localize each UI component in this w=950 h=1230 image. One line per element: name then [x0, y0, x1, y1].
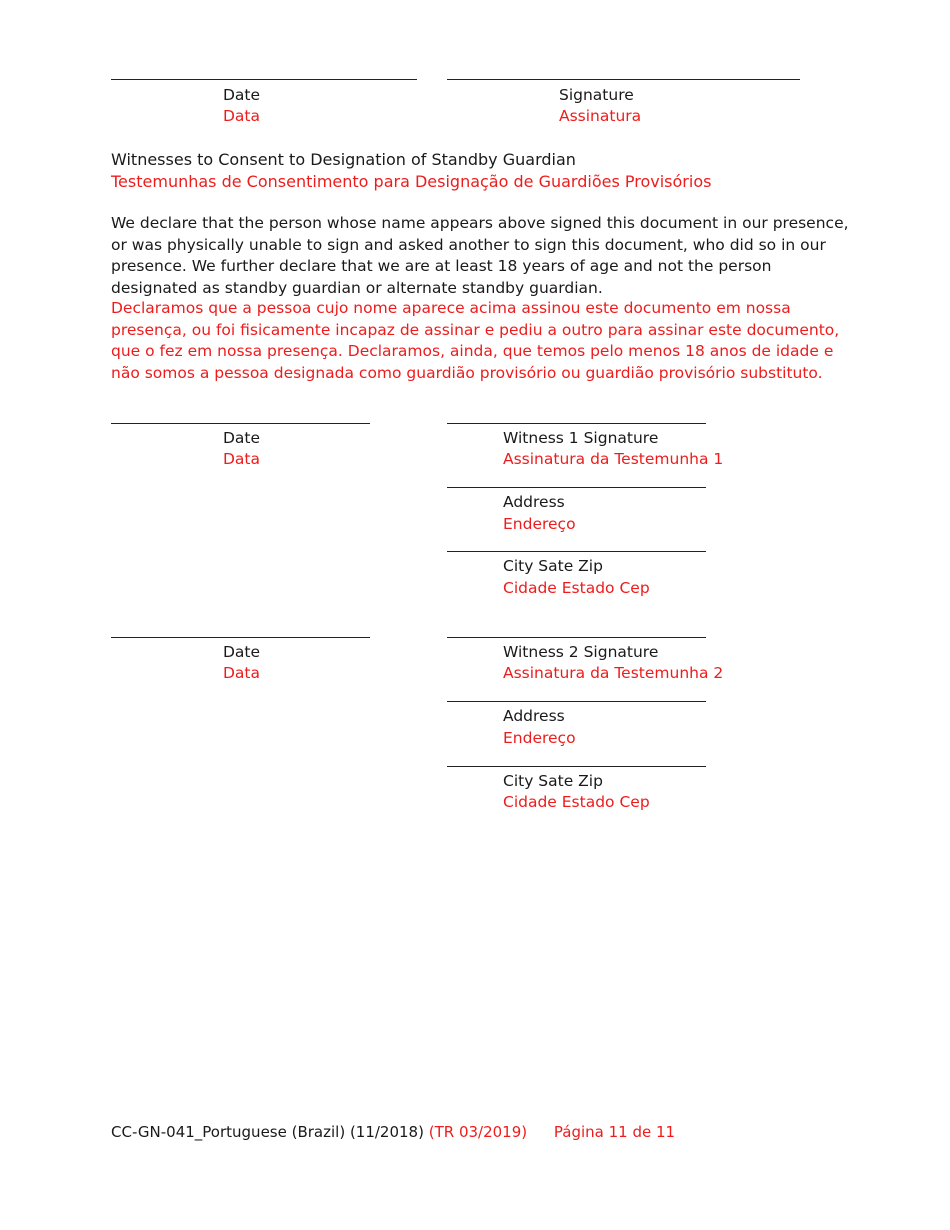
witness1-date-label-pt: Data — [223, 450, 261, 468]
witness1-date-label: Date — [223, 429, 261, 447]
declaration-paragraph: We declare that the person whose name appears above signed this document in our presence, or was physically unable to sign and asked another to sign this document, who did so in our presence. We further declare that we are at least 18 years of age and not the person designated as standby guardian or alternate standby guardian. — [111, 214, 849, 297]
top-signature-line[interactable] — [447, 79, 800, 80]
witness2-date-line[interactable] — [111, 637, 370, 638]
witness1-signature-label: Witness 1 Signature — [503, 429, 659, 447]
top-date-label-pt: Data — [223, 107, 261, 125]
witness2-address-label-pt: Endereço — [503, 729, 576, 747]
top-date-line[interactable] — [111, 79, 417, 80]
declaration-paragraph-pt: Declaramos que a pessoa cujo nome aparece acima assinou este documento em nossa presença, ou foi fisicamente incapaz de assinar e pediu a outro para assinar este documento, que o fez em nossa presença. Declaramos, ainda, que temos pelo menos 18 anos de idade e não somos a pessoa designada como guardião provisório ou guardião provisório substituto. — [111, 299, 840, 382]
top-date-label: Date — [223, 86, 261, 104]
witness2-signature-label: Witness 2 Signature — [503, 643, 659, 661]
witness2-signature-line[interactable] — [447, 637, 706, 638]
witness2-city-line[interactable] — [447, 766, 706, 767]
witness1-date-line[interactable] — [111, 423, 370, 424]
footer-translation-rev: (TR 03/2019) — [428, 1123, 528, 1141]
witness2-city-label: City Sate Zip — [503, 772, 603, 790]
witness2-date-label-pt: Data — [223, 664, 261, 682]
witness1-address-label: Address — [503, 493, 565, 511]
footer-page-number: Página 11 de 11 — [553, 1123, 676, 1141]
witness1-signature-line[interactable] — [447, 423, 706, 424]
top-signature-label: Signature — [559, 86, 634, 104]
witness2-address-label: Address — [503, 707, 565, 725]
witness2-city-label-pt: Cidade Estado Cep — [503, 793, 650, 811]
witness2-signature-label-pt: Assinatura da Testemunha 2 — [503, 664, 724, 682]
witness1-address-label-pt: Endereço — [503, 515, 576, 533]
witness1-signature-label-pt: Assinatura da Testemunha 1 — [503, 450, 724, 468]
page-footer — [111, 1122, 675, 1143]
witness1-city-line[interactable] — [447, 551, 706, 552]
footer-form-id: CC-GN-041_Portuguese (Brazil) (11/2018) — [111, 1123, 424, 1141]
top-signature-label-pt: Assinatura — [559, 107, 642, 125]
witness1-city-label: City Sate Zip — [503, 557, 603, 575]
witness2-date-label: Date — [223, 643, 261, 661]
witness1-city-label-pt: Cidade Estado Cep — [503, 579, 650, 597]
witness2-address-line[interactable] — [447, 701, 706, 702]
witness1-address-line[interactable] — [447, 487, 706, 488]
witnesses-heading: Witnesses to Consent to Designation of Standby Guardian — [111, 150, 576, 169]
witnesses-heading-pt: Testemunhas de Consentimento para Designação de Guardiões Provisórios — [111, 172, 712, 191]
